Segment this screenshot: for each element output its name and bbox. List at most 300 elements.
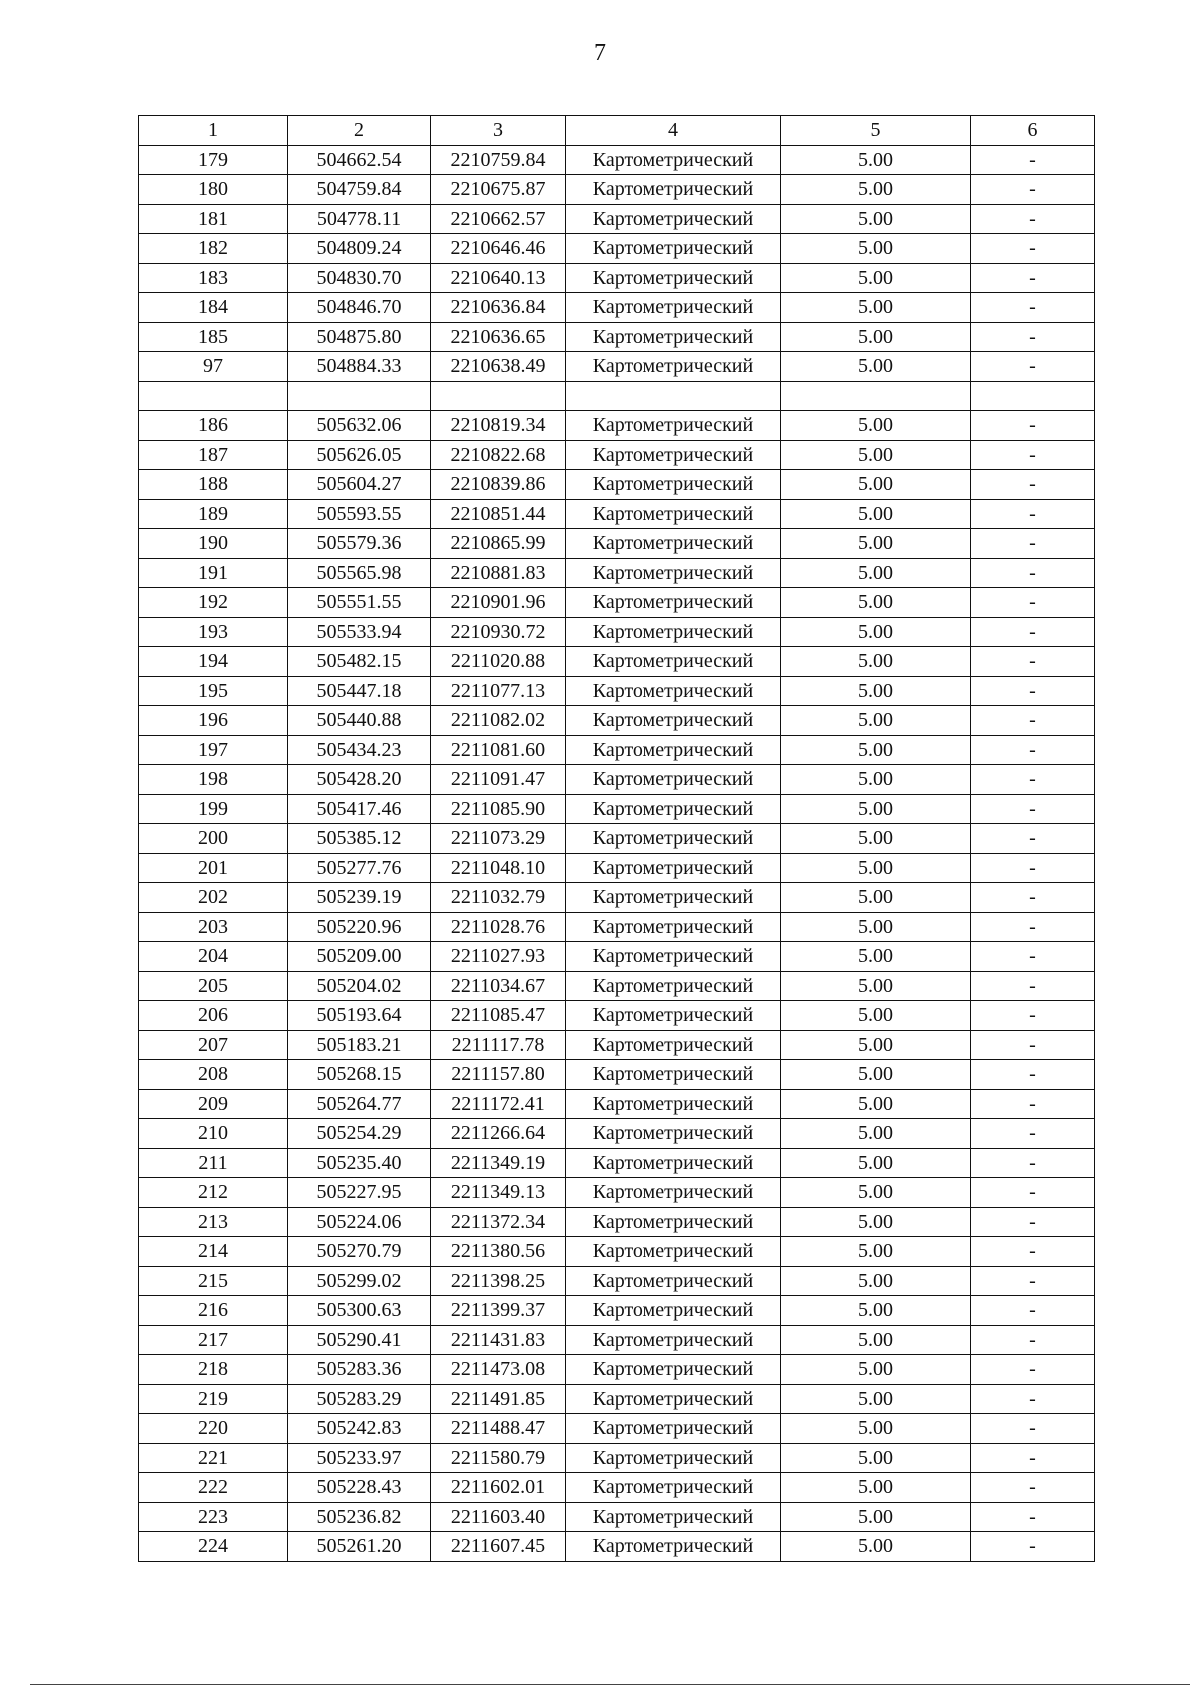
- table-row: [139, 145, 1095, 175]
- table-row: [139, 794, 1095, 824]
- method-cell: Картометрический: [566, 440, 781, 470]
- note-cell: -: [971, 1502, 1095, 1532]
- method-cell: Картометрический: [566, 912, 781, 942]
- x-coordinate-cell: 505239.19: [288, 883, 431, 913]
- point-number-cell: 181: [139, 204, 288, 234]
- point-number-cell: 219: [139, 1384, 288, 1414]
- x-coordinate-cell: 505193.64: [288, 1001, 431, 1031]
- method-cell: Картометрический: [566, 558, 781, 588]
- table-row: [139, 1001, 1095, 1031]
- y-coordinate-cell: 2211372.34: [431, 1207, 566, 1237]
- note-cell: -: [971, 706, 1095, 736]
- table-row: [139, 1384, 1095, 1414]
- table-row: [139, 381, 1095, 411]
- note-cell: -: [971, 499, 1095, 529]
- x-coordinate-cell: 505224.06: [288, 1207, 431, 1237]
- accuracy-cell: 5.00: [781, 1296, 971, 1326]
- y-coordinate-cell: 2211077.13: [431, 676, 566, 706]
- table-row: [139, 1207, 1095, 1237]
- accuracy-cell: 5.00: [781, 824, 971, 854]
- point-number-cell: 201: [139, 853, 288, 883]
- accuracy-cell: 5.00: [781, 971, 971, 1001]
- method-cell: Картометрический: [566, 676, 781, 706]
- point-number-cell: 199: [139, 794, 288, 824]
- y-coordinate-cell: 2210901.96: [431, 588, 566, 618]
- method-cell: Картометрический: [566, 234, 781, 264]
- y-coordinate-cell: 2211431.83: [431, 1325, 566, 1355]
- table-row: [139, 912, 1095, 942]
- method-cell: Картометрический: [566, 1030, 781, 1060]
- note-cell: -: [971, 912, 1095, 942]
- y-coordinate-cell: 2211081.60: [431, 735, 566, 765]
- method-cell: Картометрический: [566, 204, 781, 234]
- table-row: [139, 499, 1095, 529]
- table-row: [139, 883, 1095, 913]
- point-number-cell: 204: [139, 942, 288, 972]
- x-coordinate-cell: 505551.55: [288, 588, 431, 618]
- point-number-cell: [139, 381, 288, 411]
- x-coordinate-cell: 505242.83: [288, 1414, 431, 1444]
- x-coordinate-cell: 505626.05: [288, 440, 431, 470]
- point-number-cell: 190: [139, 529, 288, 559]
- note-cell: -: [971, 558, 1095, 588]
- point-number-cell: 186: [139, 411, 288, 441]
- accuracy-cell: 5.00: [781, 883, 971, 913]
- method-cell: Картометрический: [566, 1266, 781, 1296]
- y-coordinate-cell: 2211085.90: [431, 794, 566, 824]
- accuracy-cell: 5.00: [781, 1384, 971, 1414]
- x-coordinate-cell: 504846.70: [288, 293, 431, 323]
- x-coordinate-cell: 505268.15: [288, 1060, 431, 1090]
- accuracy-cell: 5.00: [781, 175, 971, 205]
- y-coordinate-cell: 2211399.37: [431, 1296, 566, 1326]
- accuracy-cell: 5.00: [781, 1532, 971, 1562]
- x-coordinate-cell: 504830.70: [288, 263, 431, 293]
- point-number-cell: 195: [139, 676, 288, 706]
- point-number-cell: 192: [139, 588, 288, 618]
- point-number-cell: 220: [139, 1414, 288, 1444]
- note-cell: -: [971, 1089, 1095, 1119]
- note-cell: -: [971, 676, 1095, 706]
- note-cell: -: [971, 175, 1095, 205]
- table-row: [139, 824, 1095, 854]
- accuracy-cell: 5.00: [781, 558, 971, 588]
- y-coordinate-cell: 2211491.85: [431, 1384, 566, 1414]
- y-coordinate-cell: 2211398.25: [431, 1266, 566, 1296]
- table-row: [139, 1148, 1095, 1178]
- table-row: [139, 676, 1095, 706]
- point-number-cell: 221: [139, 1443, 288, 1473]
- x-coordinate-cell: 505385.12: [288, 824, 431, 854]
- note-cell: -: [971, 765, 1095, 795]
- table-row: [139, 352, 1095, 382]
- note-cell: -: [971, 1266, 1095, 1296]
- method-cell: Картометрический: [566, 411, 781, 441]
- accuracy-cell: 5.00: [781, 263, 971, 293]
- x-coordinate-cell: 505440.88: [288, 706, 431, 736]
- note-cell: -: [971, 853, 1095, 883]
- note-cell: -: [971, 1443, 1095, 1473]
- point-number-cell: 197: [139, 735, 288, 765]
- method-cell: Картометрический: [566, 1060, 781, 1090]
- method-cell: Картометрический: [566, 499, 781, 529]
- table-row: [139, 234, 1095, 264]
- table-row: [139, 647, 1095, 677]
- point-number-cell: 211: [139, 1148, 288, 1178]
- note-cell: -: [971, 883, 1095, 913]
- table-row: [139, 971, 1095, 1001]
- column-header: 3: [431, 116, 566, 146]
- note-cell: -: [971, 1473, 1095, 1503]
- accuracy-cell: 5.00: [781, 794, 971, 824]
- note-cell: -: [971, 617, 1095, 647]
- point-number-cell: 183: [139, 263, 288, 293]
- method-cell: Картометрический: [566, 1384, 781, 1414]
- point-number-cell: 184: [139, 293, 288, 323]
- accuracy-cell: 5.00: [781, 1237, 971, 1267]
- x-coordinate-cell: 505290.41: [288, 1325, 431, 1355]
- x-coordinate-cell: 504778.11: [288, 204, 431, 234]
- bottom-divider: [30, 1684, 1190, 1685]
- y-coordinate-cell: 2210759.84: [431, 145, 566, 175]
- method-cell: Картометрический: [566, 942, 781, 972]
- table-row: [139, 204, 1095, 234]
- note-cell: -: [971, 529, 1095, 559]
- y-coordinate-cell: 2211488.47: [431, 1414, 566, 1444]
- x-coordinate-cell: 505209.00: [288, 942, 431, 972]
- x-coordinate-cell: 505283.36: [288, 1355, 431, 1385]
- y-coordinate-cell: 2210822.68: [431, 440, 566, 470]
- point-number-cell: 188: [139, 470, 288, 500]
- method-cell: Картометрический: [566, 1207, 781, 1237]
- point-number-cell: 180: [139, 175, 288, 205]
- x-coordinate-cell: 505428.20: [288, 765, 431, 795]
- y-coordinate-cell: 2210675.87: [431, 175, 566, 205]
- x-coordinate-cell: 505235.40: [288, 1148, 431, 1178]
- point-number-cell: 196: [139, 706, 288, 736]
- accuracy-cell: 5.00: [781, 1060, 971, 1090]
- note-cell: -: [971, 1325, 1095, 1355]
- note-cell: -: [971, 971, 1095, 1001]
- x-coordinate-cell: 505264.77: [288, 1089, 431, 1119]
- method-cell: Картометрический: [566, 1148, 781, 1178]
- y-coordinate-cell: 2211349.19: [431, 1148, 566, 1178]
- y-coordinate-cell: 2210930.72: [431, 617, 566, 647]
- y-coordinate-cell: 2211091.47: [431, 765, 566, 795]
- accuracy-cell: 5.00: [781, 322, 971, 352]
- method-cell: Картометрический: [566, 322, 781, 352]
- accuracy-cell: 5.00: [781, 1089, 971, 1119]
- x-coordinate-cell: 505220.96: [288, 912, 431, 942]
- point-number-cell: 182: [139, 234, 288, 264]
- accuracy-cell: 5.00: [781, 1266, 971, 1296]
- accuracy-cell: 5.00: [781, 1207, 971, 1237]
- accuracy-cell: 5.00: [781, 1443, 971, 1473]
- method-cell: Картометрический: [566, 1089, 781, 1119]
- table-row: [139, 1178, 1095, 1208]
- point-number-cell: 214: [139, 1237, 288, 1267]
- table-row: [139, 853, 1095, 883]
- point-number-cell: 203: [139, 912, 288, 942]
- point-number-cell: 202: [139, 883, 288, 913]
- table-row: [139, 1119, 1095, 1149]
- method-cell: Картометрический: [566, 706, 781, 736]
- method-cell: Картометрический: [566, 175, 781, 205]
- y-coordinate-cell: 2210662.57: [431, 204, 566, 234]
- accuracy-cell: 5.00: [781, 1325, 971, 1355]
- table-row: [139, 1030, 1095, 1060]
- accuracy-cell: 5.00: [781, 588, 971, 618]
- accuracy-cell: 5.00: [781, 1473, 971, 1503]
- accuracy-cell: 5.00: [781, 411, 971, 441]
- x-coordinate-cell: 505204.02: [288, 971, 431, 1001]
- x-coordinate-cell: 504759.84: [288, 175, 431, 205]
- x-coordinate-cell: 505447.18: [288, 676, 431, 706]
- note-cell: -: [971, 647, 1095, 677]
- point-number-cell: 215: [139, 1266, 288, 1296]
- x-coordinate-cell: 505632.06: [288, 411, 431, 441]
- y-coordinate-cell: 2211607.45: [431, 1532, 566, 1562]
- accuracy-cell: 5.00: [781, 234, 971, 264]
- y-coordinate-cell: 2211603.40: [431, 1502, 566, 1532]
- accuracy-cell: 5.00: [781, 1030, 971, 1060]
- x-coordinate-cell: 505434.23: [288, 735, 431, 765]
- method-cell: Картометрический: [566, 145, 781, 175]
- table-row: [139, 293, 1095, 323]
- x-coordinate-cell: 505277.76: [288, 853, 431, 883]
- y-coordinate-cell: 2210865.99: [431, 529, 566, 559]
- y-coordinate-cell: 2210839.86: [431, 470, 566, 500]
- note-cell: -: [971, 588, 1095, 618]
- table-row: [139, 765, 1095, 795]
- x-coordinate-cell: 505299.02: [288, 1266, 431, 1296]
- column-header: 5: [781, 116, 971, 146]
- x-coordinate-cell: 505233.97: [288, 1443, 431, 1473]
- x-coordinate-cell: 505533.94: [288, 617, 431, 647]
- table-row: [139, 1443, 1095, 1473]
- point-number-cell: 208: [139, 1060, 288, 1090]
- y-coordinate-cell: 2211073.29: [431, 824, 566, 854]
- x-coordinate-cell: 505270.79: [288, 1237, 431, 1267]
- table-row: [139, 1089, 1095, 1119]
- x-coordinate-cell: 505565.98: [288, 558, 431, 588]
- point-number-cell: 187: [139, 440, 288, 470]
- point-number-cell: 200: [139, 824, 288, 854]
- method-cell: Картометрический: [566, 352, 781, 382]
- table-body: [139, 145, 1095, 1561]
- method-cell: Картометрический: [566, 735, 781, 765]
- note-cell: -: [971, 440, 1095, 470]
- method-cell: Картометрический: [566, 794, 781, 824]
- point-number-cell: 217: [139, 1325, 288, 1355]
- note-cell: -: [971, 1060, 1095, 1090]
- table-row: [139, 617, 1095, 647]
- accuracy-cell: 5.00: [781, 617, 971, 647]
- table-row: [139, 529, 1095, 559]
- table-row: [139, 1355, 1095, 1385]
- note-cell: [971, 381, 1095, 411]
- accuracy-cell: 5.00: [781, 1001, 971, 1031]
- point-number-cell: 179: [139, 145, 288, 175]
- table-row: [139, 558, 1095, 588]
- y-coordinate-cell: 2210636.84: [431, 293, 566, 323]
- accuracy-cell: 5.00: [781, 1148, 971, 1178]
- y-coordinate-cell: 2211034.67: [431, 971, 566, 1001]
- x-coordinate-cell: [288, 381, 431, 411]
- method-cell: Картометрический: [566, 588, 781, 618]
- note-cell: -: [971, 1119, 1095, 1149]
- table-row: [139, 1266, 1095, 1296]
- page-number: 7: [594, 40, 606, 66]
- y-coordinate-cell: 2210646.46: [431, 234, 566, 264]
- method-cell: Картометрический: [566, 1532, 781, 1562]
- accuracy-cell: [781, 381, 971, 411]
- x-coordinate-cell: 505261.20: [288, 1532, 431, 1562]
- note-cell: -: [971, 1296, 1095, 1326]
- y-coordinate-cell: 2210881.83: [431, 558, 566, 588]
- method-cell: Картометрический: [566, 529, 781, 559]
- method-cell: Картометрический: [566, 1178, 781, 1208]
- table-row: [139, 411, 1095, 441]
- point-number-cell: 198: [139, 765, 288, 795]
- table-row: [139, 1473, 1095, 1503]
- note-cell: -: [971, 470, 1095, 500]
- accuracy-cell: 5.00: [781, 1119, 971, 1149]
- note-cell: -: [971, 145, 1095, 175]
- note-cell: -: [971, 1237, 1095, 1267]
- y-coordinate-cell: 2211602.01: [431, 1473, 566, 1503]
- column-header: 2: [288, 116, 431, 146]
- note-cell: -: [971, 1030, 1095, 1060]
- method-cell: Картометрический: [566, 617, 781, 647]
- method-cell: Картометрический: [566, 1237, 781, 1267]
- method-cell: Картометрический: [566, 470, 781, 500]
- table-row: [139, 1296, 1095, 1326]
- y-coordinate-cell: 2211027.93: [431, 942, 566, 972]
- table-row: [139, 735, 1095, 765]
- x-coordinate-cell: 505482.15: [288, 647, 431, 677]
- point-number-cell: 210: [139, 1119, 288, 1149]
- column-header: 6: [971, 116, 1095, 146]
- method-cell: Картометрический: [566, 1443, 781, 1473]
- accuracy-cell: 5.00: [781, 1414, 971, 1444]
- method-cell: Картометрический: [566, 1325, 781, 1355]
- x-coordinate-cell: 504884.33: [288, 352, 431, 382]
- point-number-cell: 185: [139, 322, 288, 352]
- method-cell: Картометрический: [566, 824, 781, 854]
- note-cell: -: [971, 352, 1095, 382]
- accuracy-cell: 5.00: [781, 853, 971, 883]
- accuracy-cell: 5.00: [781, 912, 971, 942]
- note-cell: -: [971, 1178, 1095, 1208]
- note-cell: -: [971, 293, 1095, 323]
- table-row: [139, 322, 1095, 352]
- point-number-cell: 209: [139, 1089, 288, 1119]
- accuracy-cell: 5.00: [781, 676, 971, 706]
- table-row: [139, 440, 1095, 470]
- table-row: [139, 942, 1095, 972]
- x-coordinate-cell: 505604.27: [288, 470, 431, 500]
- method-cell: Картометрический: [566, 263, 781, 293]
- accuracy-cell: 5.00: [781, 204, 971, 234]
- x-coordinate-cell: 505228.43: [288, 1473, 431, 1503]
- table-row: [139, 1502, 1095, 1532]
- point-number-cell: 223: [139, 1502, 288, 1532]
- point-number-cell: 191: [139, 558, 288, 588]
- table-row: [139, 1325, 1095, 1355]
- method-cell: [566, 381, 781, 411]
- x-coordinate-cell: 505236.82: [288, 1502, 431, 1532]
- point-number-cell: 206: [139, 1001, 288, 1031]
- column-header: 4: [566, 116, 781, 146]
- note-cell: -: [971, 735, 1095, 765]
- accuracy-cell: 5.00: [781, 942, 971, 972]
- y-coordinate-cell: 2210638.49: [431, 352, 566, 382]
- method-cell: Картометрический: [566, 1355, 781, 1385]
- y-coordinate-cell: 2211172.41: [431, 1089, 566, 1119]
- note-cell: -: [971, 942, 1095, 972]
- method-cell: Картометрический: [566, 853, 781, 883]
- x-coordinate-cell: 504809.24: [288, 234, 431, 264]
- x-coordinate-cell: 505183.21: [288, 1030, 431, 1060]
- table-row: [139, 175, 1095, 205]
- accuracy-cell: 5.00: [781, 352, 971, 382]
- point-number-cell: 224: [139, 1532, 288, 1562]
- accuracy-cell: 5.00: [781, 1355, 971, 1385]
- accuracy-cell: 5.00: [781, 470, 971, 500]
- note-cell: -: [971, 1207, 1095, 1237]
- y-coordinate-cell: 2210640.13: [431, 263, 566, 293]
- y-coordinate-cell: 2211048.10: [431, 853, 566, 883]
- note-cell: -: [971, 1355, 1095, 1385]
- accuracy-cell: 5.00: [781, 706, 971, 736]
- note-cell: -: [971, 794, 1095, 824]
- y-coordinate-cell: 2211085.47: [431, 1001, 566, 1031]
- accuracy-cell: 5.00: [781, 440, 971, 470]
- accuracy-cell: 5.00: [781, 1178, 971, 1208]
- x-coordinate-cell: 504662.54: [288, 145, 431, 175]
- y-coordinate-cell: 2211032.79: [431, 883, 566, 913]
- method-cell: Картометрический: [566, 1502, 781, 1532]
- accuracy-cell: 5.00: [781, 1502, 971, 1532]
- note-cell: -: [971, 1148, 1095, 1178]
- y-coordinate-cell: 2210851.44: [431, 499, 566, 529]
- point-number-cell: 222: [139, 1473, 288, 1503]
- y-coordinate-cell: 2211266.64: [431, 1119, 566, 1149]
- point-number-cell: 189: [139, 499, 288, 529]
- point-number-cell: 194: [139, 647, 288, 677]
- y-coordinate-cell: 2211117.78: [431, 1030, 566, 1060]
- method-cell: Картометрический: [566, 293, 781, 323]
- point-number-cell: 212: [139, 1178, 288, 1208]
- accuracy-cell: 5.00: [781, 735, 971, 765]
- x-coordinate-cell: 504875.80: [288, 322, 431, 352]
- table-header-row: [139, 116, 1095, 146]
- point-number-cell: 207: [139, 1030, 288, 1060]
- y-coordinate-cell: 2211349.13: [431, 1178, 566, 1208]
- note-cell: -: [971, 322, 1095, 352]
- note-cell: -: [971, 204, 1095, 234]
- coordinates-table: [138, 115, 1095, 1562]
- method-cell: Картометрический: [566, 1296, 781, 1326]
- note-cell: -: [971, 263, 1095, 293]
- x-coordinate-cell: 505300.63: [288, 1296, 431, 1326]
- accuracy-cell: 5.00: [781, 765, 971, 795]
- accuracy-cell: 5.00: [781, 647, 971, 677]
- note-cell: -: [971, 1384, 1095, 1414]
- note-cell: -: [971, 1532, 1095, 1562]
- y-coordinate-cell: 2211020.88: [431, 647, 566, 677]
